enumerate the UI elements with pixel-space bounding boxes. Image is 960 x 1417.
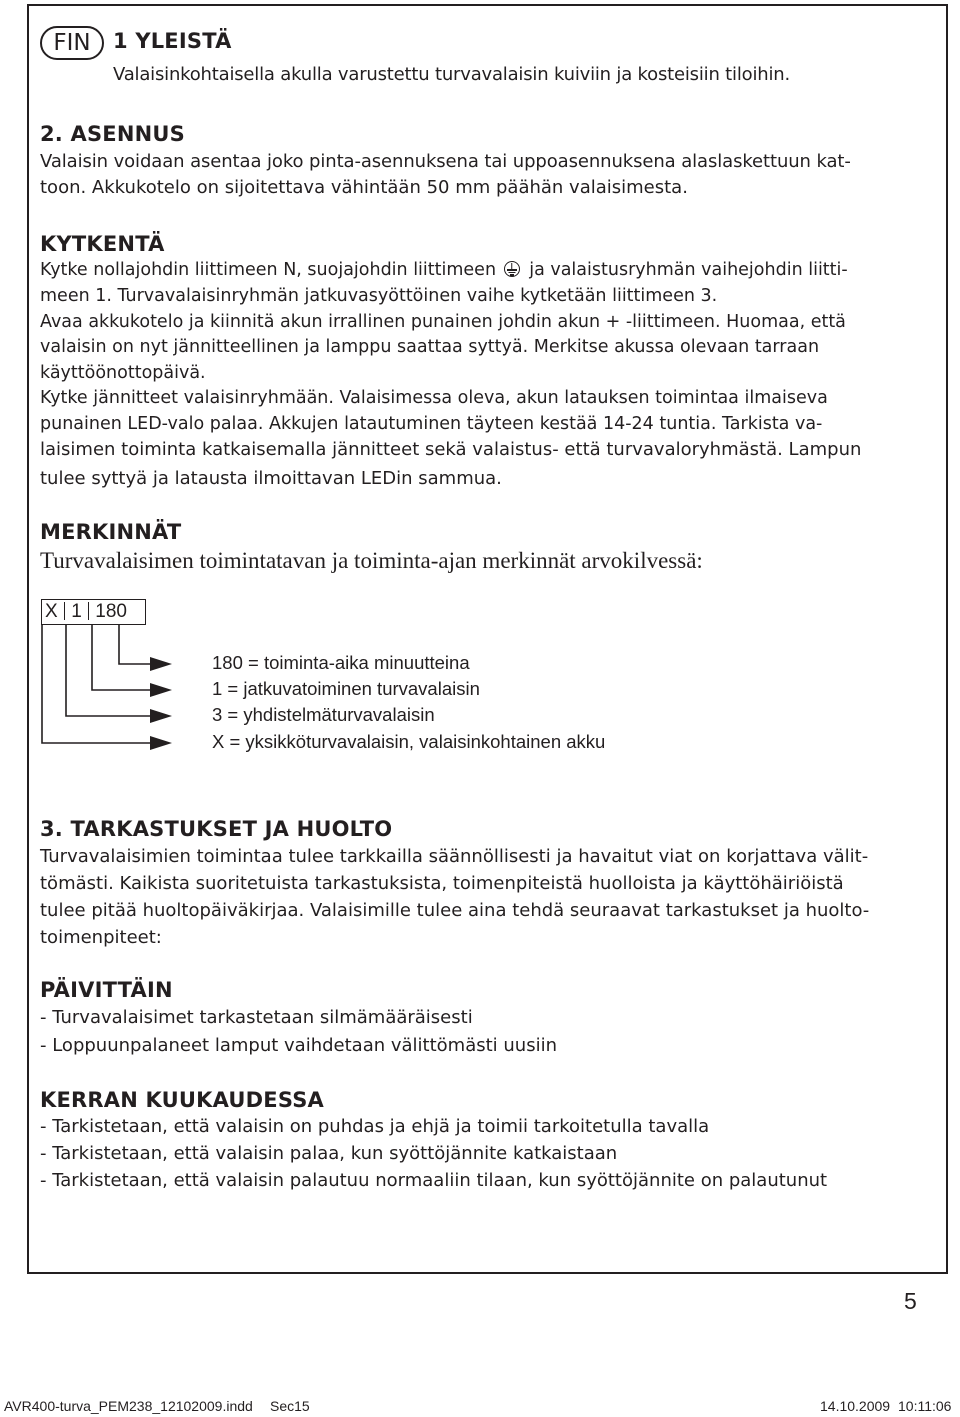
kuukausi-item-1: - Tarkistetaan, että valaisin on puhdas ja ehjä ja toimii tarkoitetulla tavalla [40, 1116, 710, 1137]
section-2-line-2: toon. Akkukotelo on sijoitettava vähintään 50 mm päähän valaisimesta. [40, 177, 688, 198]
kytkenta-line-4: valaisin on nyt jännitteellinen ja lamppu saattaa syttyä. Merkitse akussa olevaan tarraan [40, 337, 820, 357]
section-3-title: 3. TARKASTUKSET JA HUOLTO [40, 817, 393, 841]
footer-filename: AVR400-turva_PEM238_12102009.indd [4, 1398, 253, 1414]
code-type: X [45, 601, 58, 622]
code-duration: 180 [95, 601, 127, 622]
footer-section: Sec15 [270, 1398, 310, 1414]
kytkenta-line-6: Kytke jännitteet valaisinryhmään. Valaisimessa oleva, akun latauksen toimintaa ilmaiseva [40, 388, 828, 408]
section-1-title: 1 YLEISTÄ [113, 29, 232, 53]
kytkenta-line-8: laisimen toiminta katkaisemalla jännitteet sekä valaistus- että turvavaloryhmästä. Lampun [40, 439, 862, 460]
arrow-head-icon [150, 709, 172, 723]
language-badge: FIN [40, 26, 104, 60]
footer-time: 10:11:06 [898, 1398, 952, 1414]
paivittain-item-1: - Turvavalaisimet tarkastetaan silmämääräisesti [40, 1007, 473, 1028]
page-number: 5 [904, 1288, 917, 1314]
code-mode: 1 [71, 601, 82, 622]
kytkenta-title: KYTKENTÄ [40, 232, 165, 256]
arrow-3-line [66, 625, 154, 716]
section-3-line-1: Turvavalaisimien toimintaa tulee tarkkailla säännöllisesti ja havaitut viat on korjattava välit- [40, 846, 869, 867]
merkinnat-subtitle: Turvavalaisimen toimintatavan ja toiminta-ajan merkinnät arvokilvessä: [40, 548, 703, 573]
arrow-head-icon [150, 736, 172, 750]
section-3-line-3: tulee pitää huoltopäiväkirjaa. Valaisimille tulee aina tehdä seuraavat tarkastukset ja huolto- [40, 900, 870, 921]
kuukausi-item-3: - Tarkistetaan, että valaisin palautuu normaaliin tilaan, kun syöttöjännite on palautunut [40, 1170, 828, 1191]
section-2-title: 2. ASENNUS [40, 122, 185, 146]
legend-item-3: 3 = yhdistelmäturvavalaisin [212, 704, 435, 725]
legend-item-x: X = yksikköturvavalaisin, valaisinkohtainen akku [212, 731, 606, 752]
kytkenta-line-2: meen 1. Turvavalaisinryhmän jatkuvasyöttöinen vaihe kytketään liittimeen 3. [40, 286, 718, 306]
legend-item-180: 180 = toiminta-aika minuutteina [212, 652, 470, 673]
kuukausi-item-2: - Tarkistetaan, että valaisin palaa, kun syöttöjännite katkaistaan [40, 1143, 618, 1164]
footer-date: 14.10.2009 [820, 1398, 891, 1414]
kuukausi-title: KERRAN KUUKAUDESSA [40, 1088, 324, 1112]
kytkenta-line-1a: Kytke nollajohdin liittimeen N, suojajohdin liittimeen [40, 260, 497, 280]
kytkenta-line-3: Avaa akkukotelo ja kiinnitä akun irrallinen punainen johdin akun + -liittimeen. Huomaa, että [40, 312, 846, 332]
arrow-head-icon [150, 657, 172, 671]
kytkenta-line-7: punainen LED-valo palaa. Akkujen latautuminen täyteen kestää 14-24 tuntia. Tarkista va- [40, 414, 823, 434]
kytkenta-line-9: tulee syttyä ja latausta ilmoittavan LEDin sammua. [40, 468, 502, 489]
kytkenta-line-5: käyttöönottopäivä. [40, 363, 206, 383]
arrow-180-line [119, 625, 154, 664]
paivittain-item-2: - Loppuunpalaneet lamput vaihdetaan välittömästi uusiin [40, 1035, 557, 1056]
section-1-body: Valaisinkohtaisella akulla varustettu turvavalaisin kuiviin ja kosteisiin tiloihin. [113, 64, 790, 85]
kytkenta-line-1b: ja valaistusryhmän vaihejohdin liitti- [529, 260, 848, 280]
legend-item-1: 1 = jatkuvatoiminen turvavalaisin [212, 678, 480, 699]
section-2-line-1: Valaisin voidaan asentaa joko pinta-asennuksena tai uppoasennuksena alaslaskettuun kat- [40, 151, 851, 172]
paivittain-title: PÄIVITTÄIN [40, 978, 173, 1002]
section-3-line-2: tömästi. Kaikista suoritetuista tarkastuksista, toimenpiteistä huolloista ja käyttöhäiriöistä [40, 873, 844, 894]
arrow-head-icon [150, 683, 172, 697]
arrow-1-line [92, 625, 154, 690]
section-3-line-4: toimenpiteet: [40, 927, 162, 948]
merkinnat-title: MERKINNÄT [40, 520, 182, 544]
arrow-x-line [42, 625, 154, 743]
